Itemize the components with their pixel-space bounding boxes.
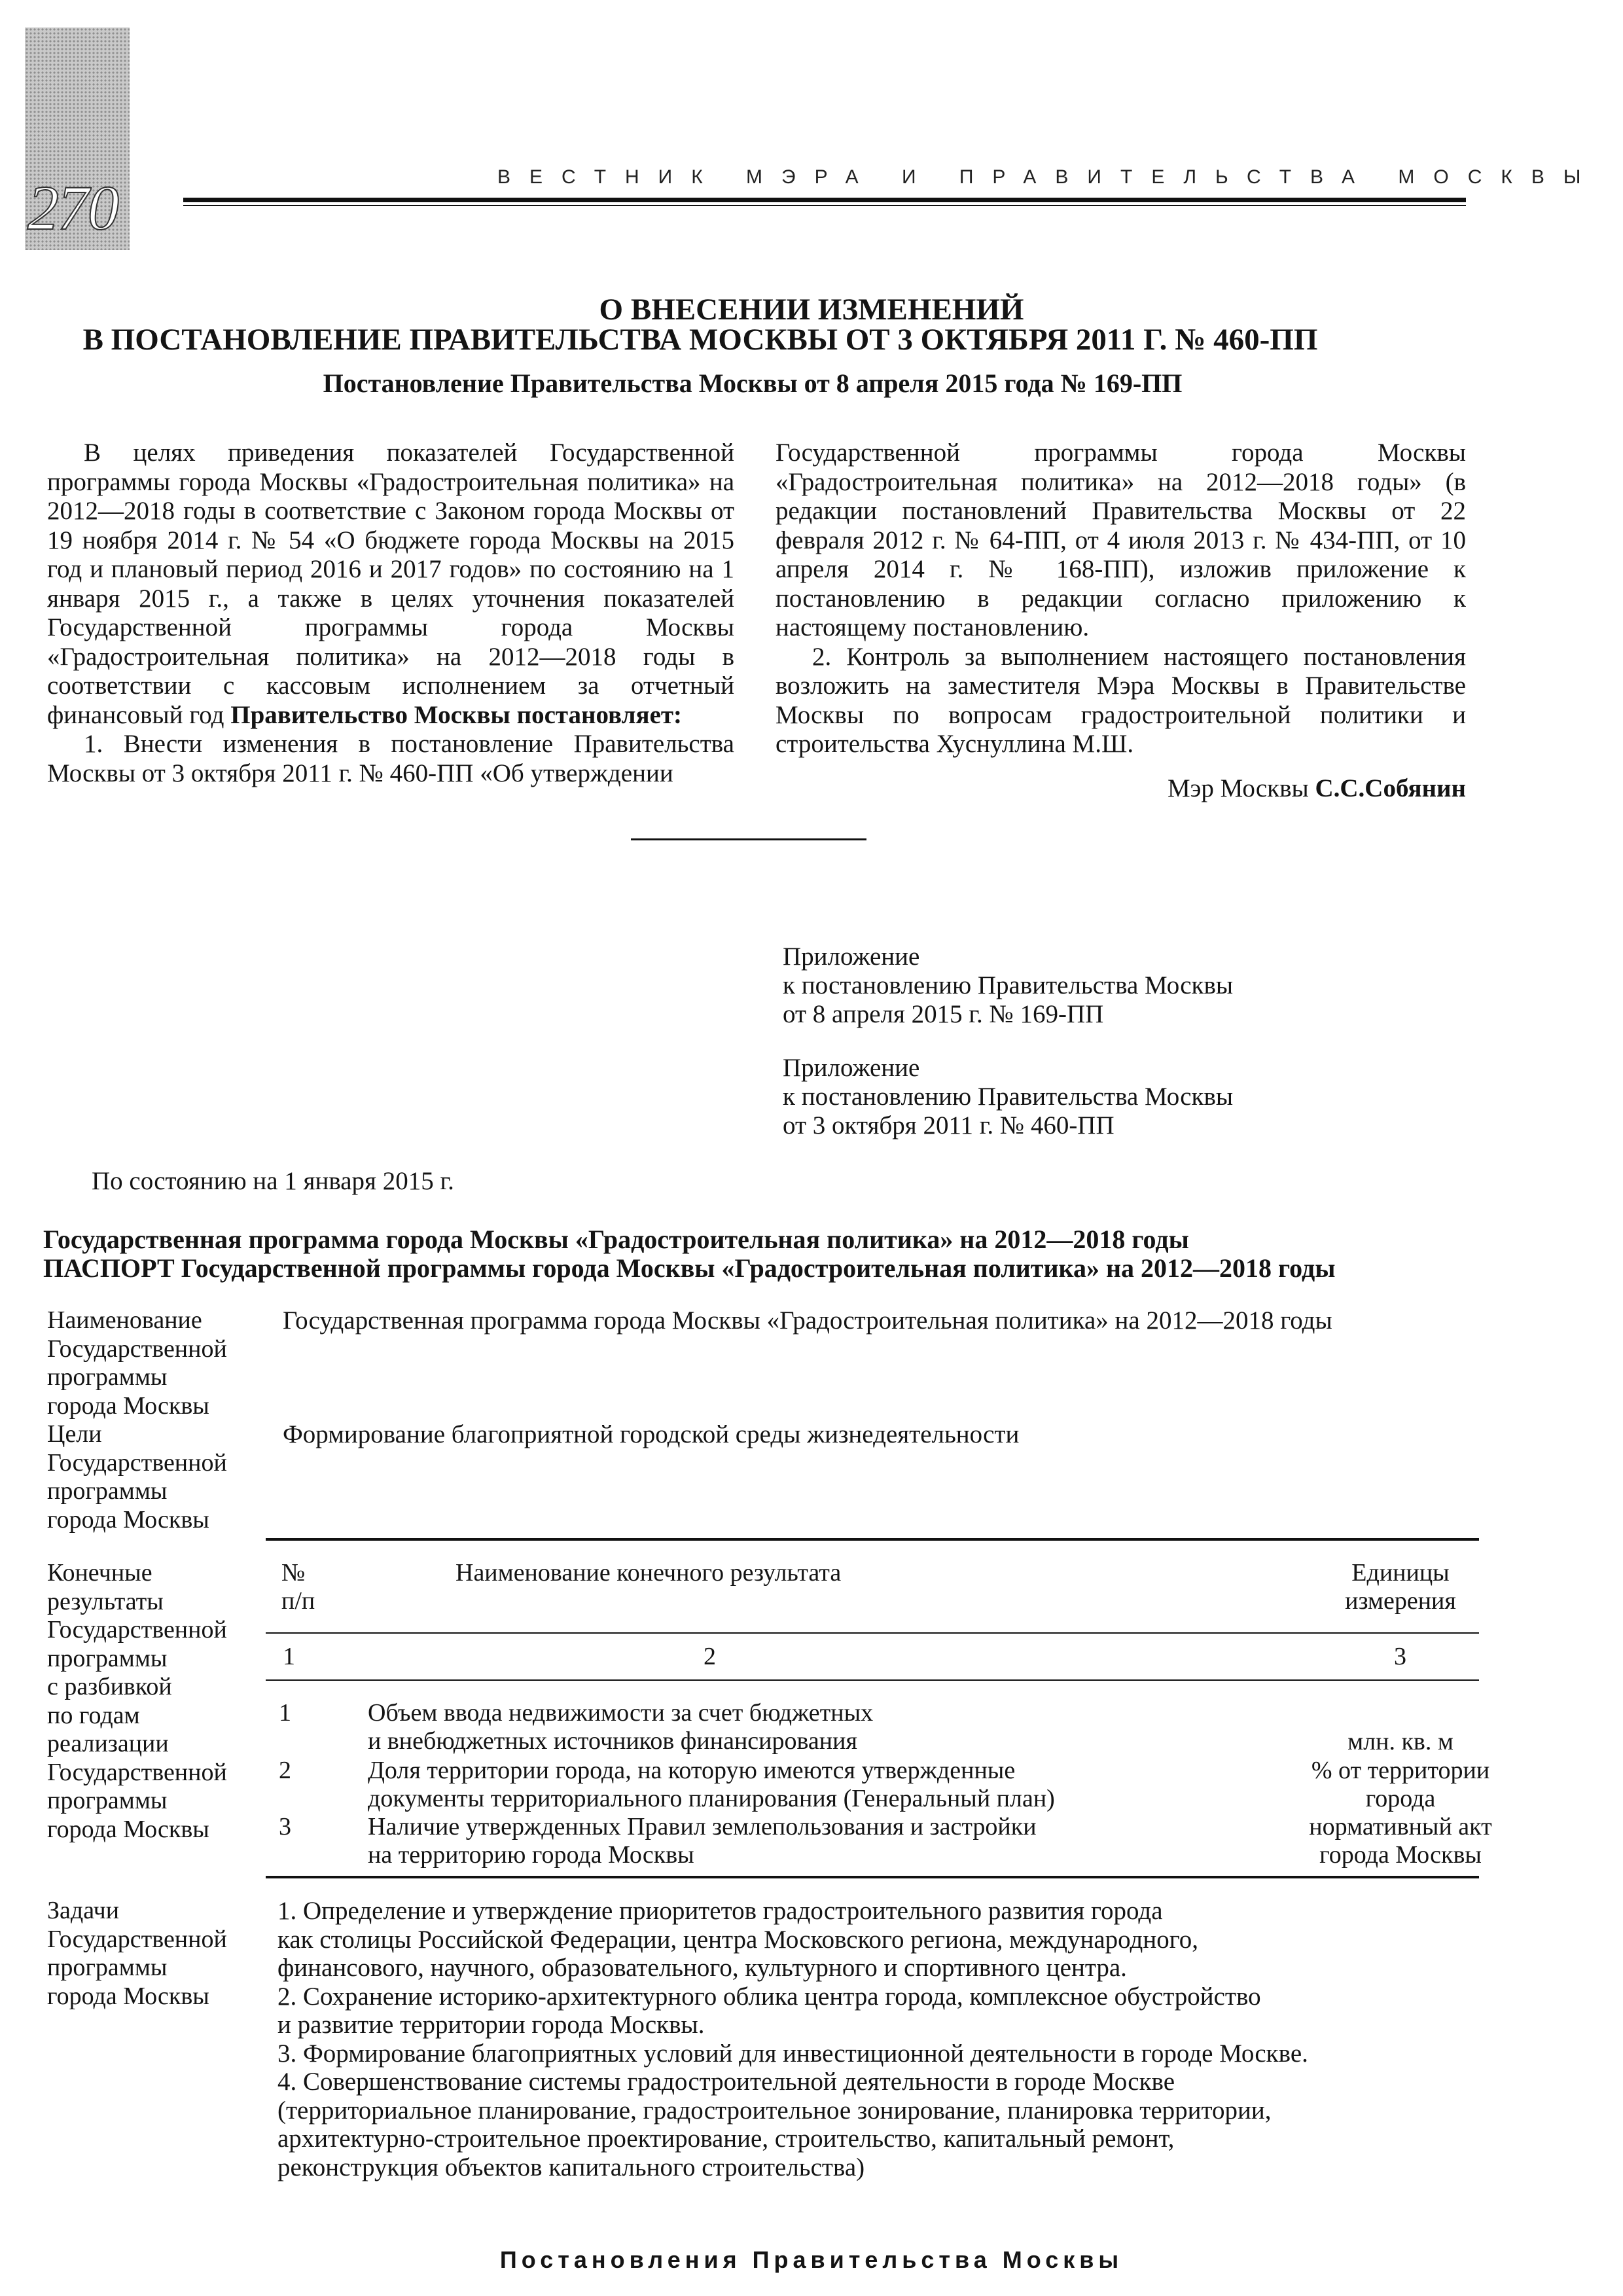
label-line: Государственной [47,1616,227,1643]
appendix-line: к постановлению Правительства Москвы [783,971,1234,999]
label-line: результаты [47,1587,164,1615]
table-row-name [368,1699,873,1755]
task-line: 2. Сохранение историко-архитектурного облика центра города, комплексное обустройство [277,1982,1261,2011]
table-header-num [281,1559,315,1615]
label-line: Государственной [47,1758,227,1786]
appendix-line: от 8 апреля 2015 г. № 169-ПП [783,1000,1104,1028]
table-top-rule [266,1538,1479,1541]
table-header-name: Наименование конечного результата [455,1559,842,1587]
table-colnum-rule [266,1679,1479,1681]
task-line: как столицы Российской Федерации, центра Московского региона, международного, [277,1925,1198,1954]
appendix-line: от 3 октября 2011 г. № 460-ПП [783,1111,1115,1139]
header-line: п/п [281,1587,315,1615]
table-row-unit [1270,1813,1531,1869]
label-line: Государственной [47,1925,227,1953]
task-line: и развитие территории города Москвы. [277,2011,705,2039]
table-header-unit [1270,1559,1531,1615]
cell-line: города [1365,1785,1436,1812]
label-line: города Москвы [47,1982,209,2010]
table-colnum: 1 [283,1643,295,1670]
body-paragraph [47,439,734,730]
cell-line: Наличие утвержденных Правил землепользования и застройки [368,1813,1037,1840]
label-final-results [47,1559,227,1844]
label-line: программы [47,1644,168,1672]
table-row-num: 1 [279,1699,291,1727]
cell-line: города Москвы [1319,1841,1482,1869]
label-line: Наименование [47,1306,202,1334]
document-subtitle: Постановление Правительства Москвы от 8 апреля 2015 года № 169-ПП [323,368,1183,398]
document-title-line2: В ПОСТАНОВЛЕНИЕ ПРАВИТЕЛЬСТВА МОСКВЫ ОТ 3 ОКТЯБРЯ 2011 Г. № 460-ПП [82,323,1318,357]
label-line: города Москвы [47,1815,209,1843]
task-line: 4. Совершенствование системы градостроительной деятельности в городе Москве [277,2068,1175,2096]
label-line: реализации [47,1730,169,1757]
task-line: реконструкция объектов капитального строительства) [277,2153,865,2181]
cell-line: на территорию города Москвы [368,1841,694,1869]
page-number-badge [25,27,130,250]
body-left-column [47,439,734,788]
label-program-name [47,1306,227,1420]
page-footer: Постановления Правительства Москвы [499,2246,1124,2273]
signature-name: С.С.Собянин [1315,774,1466,802]
task-line: 1. Определение и утверждение приоритетов градостроительного развития города [277,1897,1163,1925]
cell-line: Объем ввода недвижимости за счет бюджетных [368,1699,874,1727]
task-line: 3. Формирование благоприятных условий для инвестиционной деятельности в городе Москве. [277,2039,1308,2068]
cell-line: и внебюджетных источников финансирования [368,1727,857,1755]
running-head: ВЕСТНИК МЭРА И ПРАВИТЕЛЬСТВА МОСКВЫ [497,166,1600,188]
label-line: Конечные [47,1559,152,1587]
table-header-rule [266,1632,1479,1634]
label-line: по годам [47,1701,140,1729]
table-bottom-rule [266,1876,1479,1878]
body-text-bold: Правительство Москвы постановляет: [230,700,683,729]
table-colnum: 3 [1394,1643,1406,1670]
signature-role: Мэр Москвы [1167,774,1315,802]
task-line: финансового, научного, образовательного, культурного и спортивного центра. [277,1954,1127,1982]
header-line: измерения [1345,1587,1456,1615]
body-text: В целях приведения показателей Государственной программы города Москвы «Градостроительная политика» на 2012—2018 годы в соответствие с Законом города Москвы от 19 ноября 2014 г. № 54 «О бюджете города Москвы на 2015 год и плановый период 2016 и 2017 годов» по состоянию на 1 января 2015 г., а также в целях уточнения показателей Государственной программы города Москвы «Градостроительная политика» на 2012—2018 годы в соответствии с кассовым исполнением за отчетный финансовый год [47,439,734,729]
label-line: Задачи [47,1897,120,1924]
table-row-num: 2 [279,1757,291,1784]
header-line: Единицы [1351,1559,1450,1587]
label-line: программы [47,1363,168,1391]
signature [776,774,1466,803]
header-rule-thin [183,205,1466,206]
label-line: программы [47,1954,168,1981]
label-line: Цели [47,1420,102,1448]
table-row-name [368,1813,1037,1869]
table-row-unit: млн. кв. м [1347,1728,1454,1755]
label-program-goals [47,1420,227,1534]
header-line: № [281,1559,306,1587]
document-title-line1: О ВНЕСЕНИИ ИЗМЕНЕНИЙ [599,293,1024,327]
page-number: 270 [27,173,118,243]
cell-line: документы территориального планирования (Генеральный план) [368,1785,1055,1812]
label-line: программы [47,1787,168,1814]
appendix-line: к постановлению Правительства Москвы [783,1083,1234,1111]
cell-line: нормативный акт [1309,1813,1492,1840]
task-line: архитектурно-строительное проектирование, строительство, капитальный ремонт, [277,2125,1175,2153]
label-line: города Москвы [47,1391,209,1420]
cell-line: Доля территории города, на которую имеются утвержденные [368,1757,1016,1784]
appendix-block-2 [783,1054,1233,1140]
value-program-name: Государственная программа города Москвы «Градостроительная политика» на 2012—2018 годы [283,1306,1332,1335]
separator-rule [631,838,866,840]
appendix-line: Приложение [783,1054,920,1082]
as-of-date: По состоянию на 1 января 2015 г. [92,1167,454,1195]
label-line: Государственной [47,1448,227,1477]
appendix-block-1 [783,942,1233,1029]
program-title-block [43,1225,1335,1283]
task-line: (территориальное планирование, градостроительное зонирование, планировка территории, [277,2096,1272,2125]
label-line: города Москвы [47,1505,209,1534]
table-colnum: 2 [704,1643,716,1670]
label-line: Государственной [47,1335,227,1363]
body-paragraph: Государственной программы города Москвы «Градостроительная политика» на 2012—2018 годы» (в редакции постановлений Правительства Москвы от 22 февраля 2012 г. № 64-ПП, от 4 июля 2013 г. № 434-ПП, от 10 апреля 2014 г. № 168-ПП), изложив приложение к постановлению в редакции согласно приложению к настоящему постановлению. [776,439,1466,641]
value-program-goals: Формирование благоприятной городской среды жизнедеятельности [283,1420,1020,1448]
body-paragraph: 1. Внести изменения в постановление Правительства Москвы от 3 октября 2011 г. № 460-ПП «Об утверждении [47,730,734,787]
label-program-tasks [47,1897,227,2011]
header-rule [183,198,1466,202]
table-row-num: 3 [279,1813,291,1840]
table-row-name [368,1757,1055,1813]
body-paragraph: 2. Контроль за выполнением настоящего постановления возложить на заместителя Мэра Москвы в Правительстве Москвы по вопросам градостроительной политики и строительства Хуснуллина М.Ш. [776,642,1466,758]
passport-title: ПАСПОРТ Государственной программы города Москвы «Градостроительная политика» на 2012—2018 годы [43,1253,1336,1283]
table-row-unit [1270,1757,1531,1813]
value-program-tasks [277,1897,1308,2181]
label-line: программы [47,1477,168,1505]
body-right-column [776,439,1466,759]
program-title: Государственная программа города Москвы «Градостроительная политика» на 2012—2018 годы [43,1225,1189,1254]
appendix-line: Приложение [783,942,920,971]
cell-line: % от территории [1311,1757,1490,1784]
label-line: с разбивкой [47,1673,172,1700]
